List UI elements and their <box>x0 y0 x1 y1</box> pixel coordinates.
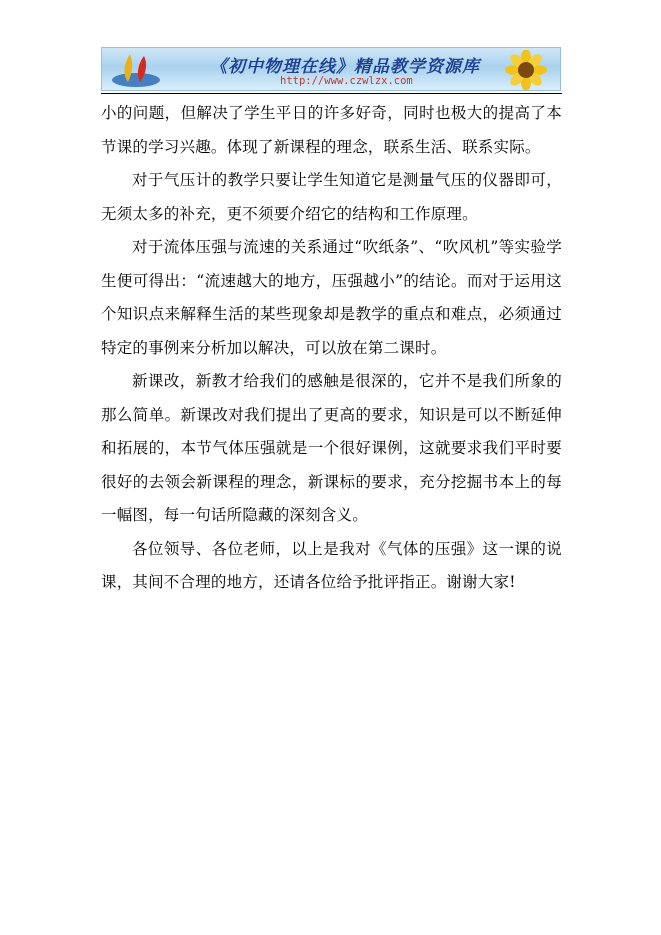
paragraph: 对于流体压强与流速的关系通过“吹纸条”、“吹风机”等实验学生便可得出：“流速越大的地方，压强越小”的结论。而对于运用这个知识点来解释生活的某些现象却是教学的重点和难点，必须通过特定的事例来分析加以解决，可以放在第二课时。 <box>101 238 562 357</box>
banner-title: 《初中物理在线》精品教学资源库 <box>210 57 480 77</box>
site-logo-icon <box>110 50 166 90</box>
paragraph: 各位领导、各位老师，以上是我对《气体的压强》这一课的说课，其间不合理的地方，还请各位给予批评指正。谢谢大家! <box>101 539 562 591</box>
header-divider <box>101 93 562 94</box>
paragraph: 新课改，新教才给我们的感触是很深的，它并不是我们所象的那么简单。新课改对我们提出了更高的要求，知识是可以不断延伸和拓展的，本节气体压强就是一个很好课例，这就要求我们平时要很好的去领会新课程的理念，新课标的要求，充分挖掘书本上的每一幅图，每一句话所隐藏的深刻含义。 <box>101 372 562 524</box>
header-banner <box>101 47 561 91</box>
banner-url: http://www.czwlzx.com <box>280 75 413 87</box>
paragraph: 对于气压计的教学只要让学生知道它是测量气压的仪器即可，无须太多的补充，更不须要介绍它的结构和工作原理。 <box>101 171 562 223</box>
document-body <box>101 97 562 600</box>
paragraph: 小的问题，但解决了学生平日的许多好奇，同时也极大的提高了本节课的学习兴趣。体现了新课程的理念，联系生活、联系实际。 <box>101 104 562 156</box>
sunflower-icon <box>492 50 554 90</box>
